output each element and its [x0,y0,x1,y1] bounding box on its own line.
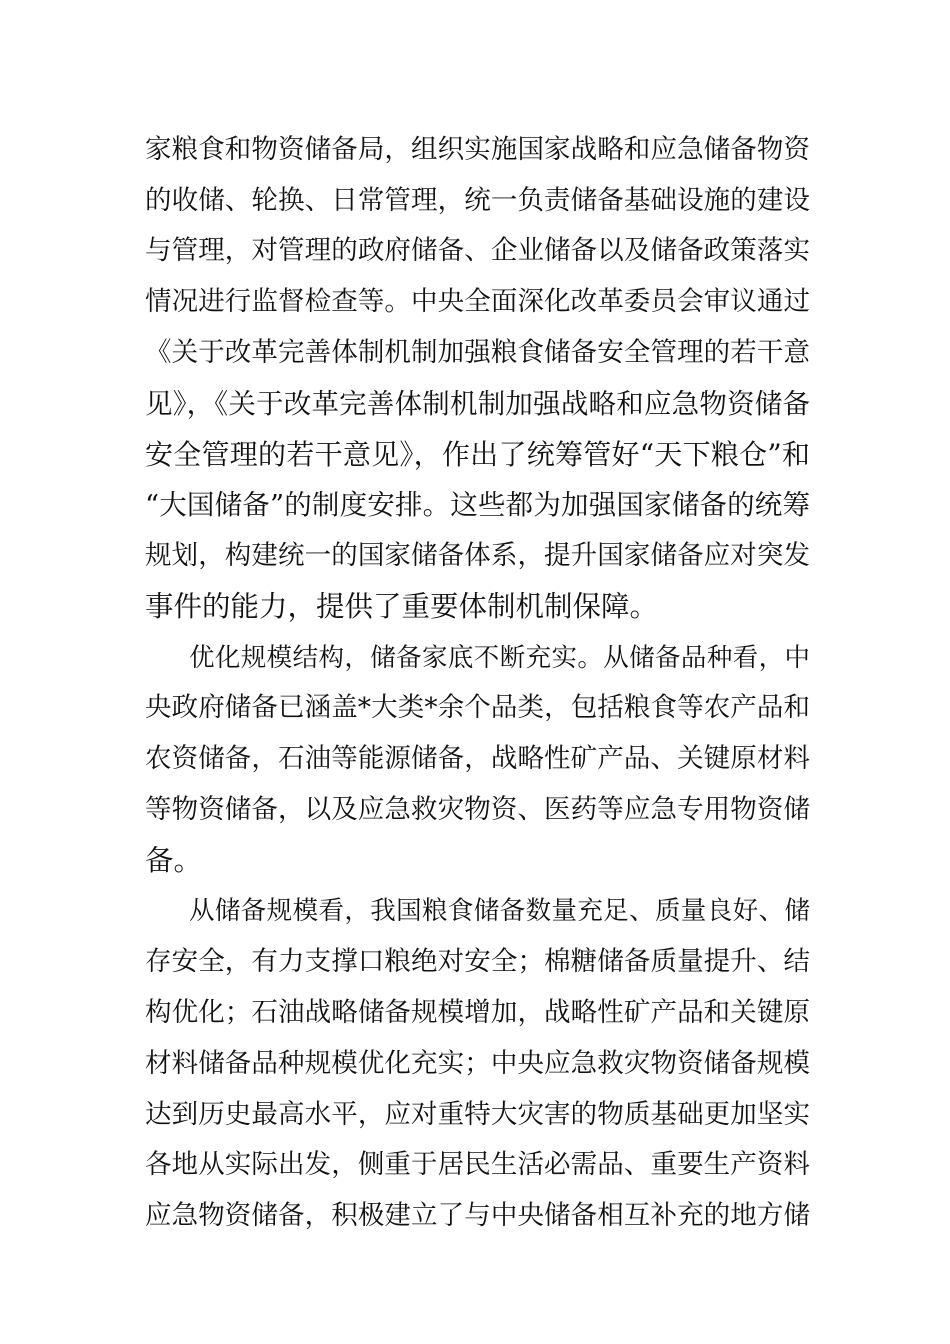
text-line: 从储备规模看，我国粮食储备数量充足、质量良好、储 [189,896,810,926]
text-line: 《关于改革完善体制机制加强粮食储备安全管理的若干意 [145,337,810,368]
text-line: 见》，《关于改革完善体制机制加强战略和应急物资储备 [145,388,810,420]
text-line: 农资储备，石油等能源储备，战略性矿产品、关键原材料 [145,743,810,774]
text-line: 等物资储备，以及应急救灾物资、医药等应急专用物资储 [145,794,810,825]
text-line: 达到历史最高水平，应对重特大灾害的物质基础更加坚实 [145,1099,810,1130]
text-line: 家粮食和物资储备局，组织实施国家战略和应急储备物资 [145,134,810,165]
text-line: 的收储、轮换、日常管理，统一负责储备基础设施的建设 [145,185,810,216]
text-line: 安全管理的若干意见》，作出了统筹管好“天下粮仓”和 [145,438,810,471]
text-line: “大国储备”的制度安排。这些都为加强国家储备的统筹 [145,489,810,521]
text-line: 优化规模结构，储备家底不断充实。从储备品种看，中 [189,643,810,673]
text-line: 存安全，有力支撑口粮绝对安全；棉糖储备质量提升、结 [145,946,810,977]
text-line: 备。 [145,844,203,877]
text-line: 央政府储备已涵盖*大类*余个品类，包括粮食等农产品和 [145,692,810,723]
text-line: 材料储备品种规模优化充实；中央应急救灾物资储备规模 [145,1048,810,1079]
text-line: 情况进行监督检查等。中央全面深化改革委员会审议通过 [145,286,810,317]
text-line: 应急物资储备，积极建立了与中央储备相互补充的地方储 [145,1200,810,1231]
text-line: 事件的能力，提供了重要体制机制保障。 [145,590,659,623]
text-line: 规划，构建统一的国家储备体系，提升国家储备应对突发 [145,540,810,571]
text-line: 与管理，对管理的政府储备、企业储备以及储备政策落实 [145,235,810,266]
text-line: 构优化；石油战略储备规模增加，战略性矿产品和关键原 [145,997,810,1028]
text-line: 各地从实际出发，侧重于居民生活必需品、重要生产资料 [145,1149,810,1180]
